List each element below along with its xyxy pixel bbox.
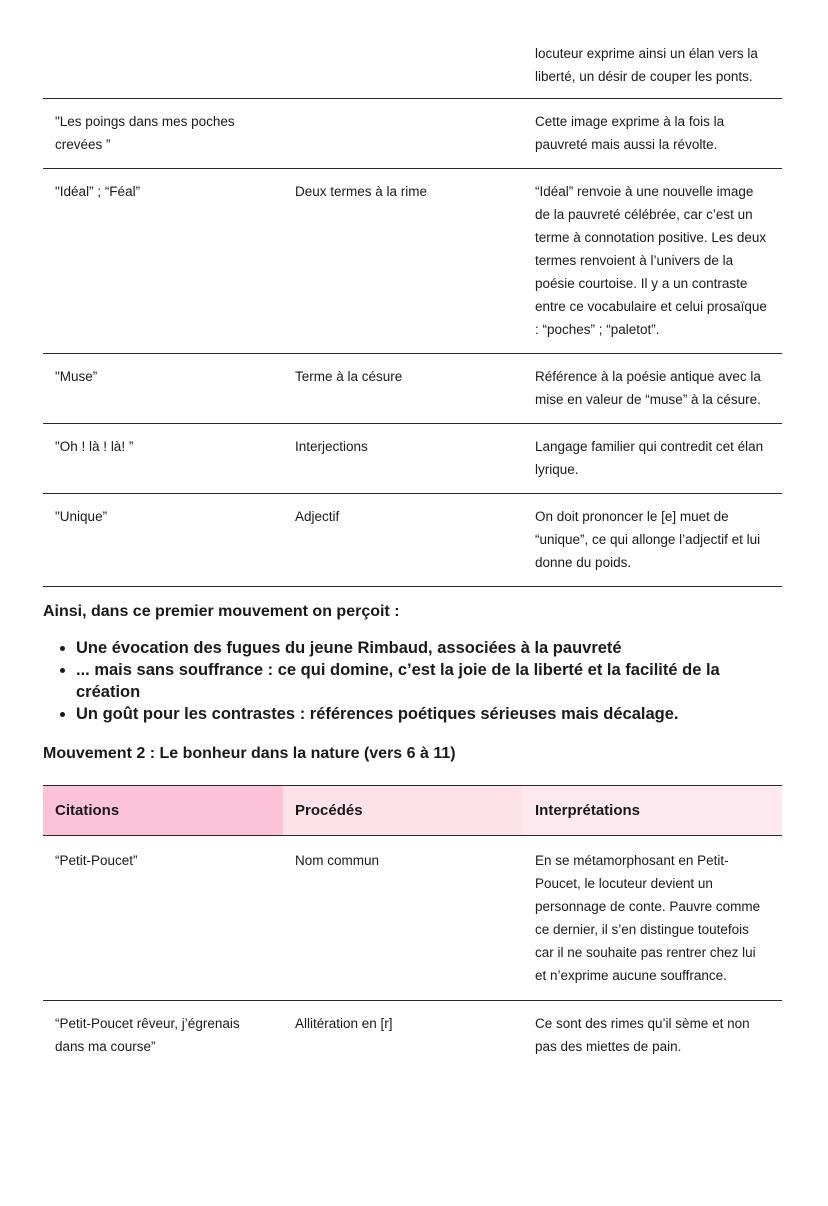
interpretation-cell: Ce sont des rimes qu’il sème et non pas des miettes de pain.: [535, 1016, 750, 1054]
table-row: [43, 169, 782, 354]
header-citations: Citations: [43, 786, 283, 836]
interpretation-cell: On doit prononcer le [e] muet de “unique”, ce qui allonge l’adjectif et lui donne du poids.: [535, 509, 761, 570]
procede-cell: Interjections: [295, 439, 368, 454]
section-heading: Mouvement 2 : Le bonheur dans la nature (vers 6 à 11): [43, 745, 456, 762]
citation-cell: "Muse”: [55, 369, 98, 384]
procede-cell: Adjectif: [295, 509, 340, 524]
summary-title: Ainsi, dans ce premier mouvement on perçoit :: [43, 603, 400, 620]
list-item: • ... mais sans souffrance : ce qui domine, c’est la joie de la liberté et la facilité de la création: [76, 659, 782, 703]
interpretation-cell: Référence à la poésie antique avec la mise en valeur de “muse” à la césure.: [535, 369, 761, 407]
summary-section: [43, 601, 782, 725]
interpretation-cell: “Idéal” renvoie à une nouvelle image de la pauvreté célébrée, car c’est un terme à connotation positive. Les deux termes renvoient à l’univers de la poésie courtoise. Il y a un contraste entre ce vocabulaire et celui prosaïque : “poches” ; “paletot”.: [535, 184, 767, 337]
header-interpretations: Interprétations: [523, 786, 782, 836]
summary-list: [43, 637, 782, 725]
table-row: [43, 99, 782, 169]
list-item: • Un goût pour les contrastes : références poétiques sérieuses mais décalage.: [76, 703, 782, 725]
table-movement-2: [43, 785, 782, 1070]
citation-cell: “Petit-Poucet”: [55, 853, 138, 868]
procede-cell: Allitération en [r]: [295, 1016, 393, 1031]
table-row: [43, 354, 782, 424]
citation-cell: "Les poings dans mes poches crevées ”: [55, 114, 235, 152]
table-row: [43, 836, 782, 1001]
citation-cell: [43, 0, 283, 99]
interpretation-cell: locuteur exprime ainsi un élan vers la liberté, un désir de couper les ponts.: [535, 46, 758, 84]
table-movement-1: [43, 0, 782, 587]
citation-cell: “Petit-Poucet rêveur, j’égrenais dans ma course”: [55, 1016, 240, 1054]
citation-cell: "Oh ! là ! là! ”: [55, 439, 134, 454]
citation-cell: "Unique”: [55, 509, 108, 524]
procede-cell: [283, 0, 523, 99]
interpretation-cell: Cette image exprime à la fois la pauvreté mais aussi la révolte.: [535, 114, 725, 152]
procede-cell: Terme à la césure: [295, 369, 403, 384]
table-row: [43, 1001, 782, 1071]
header-procedes: Procédés: [283, 786, 523, 836]
procede-cell: Nom commun: [295, 853, 380, 868]
list-item: • Une évocation des fugues du jeune Rimbaud, associées à la pauvreté: [76, 637, 782, 659]
table-row: [43, 494, 782, 587]
table-header-row: [43, 786, 782, 836]
document-page: [43, 0, 782, 1070]
citation-cell: "Idéal” ; “Féal”: [55, 184, 141, 199]
table-row: [43, 424, 782, 494]
interpretation-cell: Langage familier qui contredit cet élan lyrique.: [535, 439, 764, 477]
table-row: [43, 0, 782, 99]
interpretation-cell: En se métamorphosant en Petit-Poucet, le locuteur devient un personnage de conte. Pauvre comme ce dernier, il s’en distingue toutefois car il ne souhaite pas rentrer chez lui et n’exprime aucune souffrance.: [535, 853, 761, 983]
procede-cell: Deux termes à la rime: [295, 184, 428, 199]
procede-cell: [283, 99, 523, 169]
